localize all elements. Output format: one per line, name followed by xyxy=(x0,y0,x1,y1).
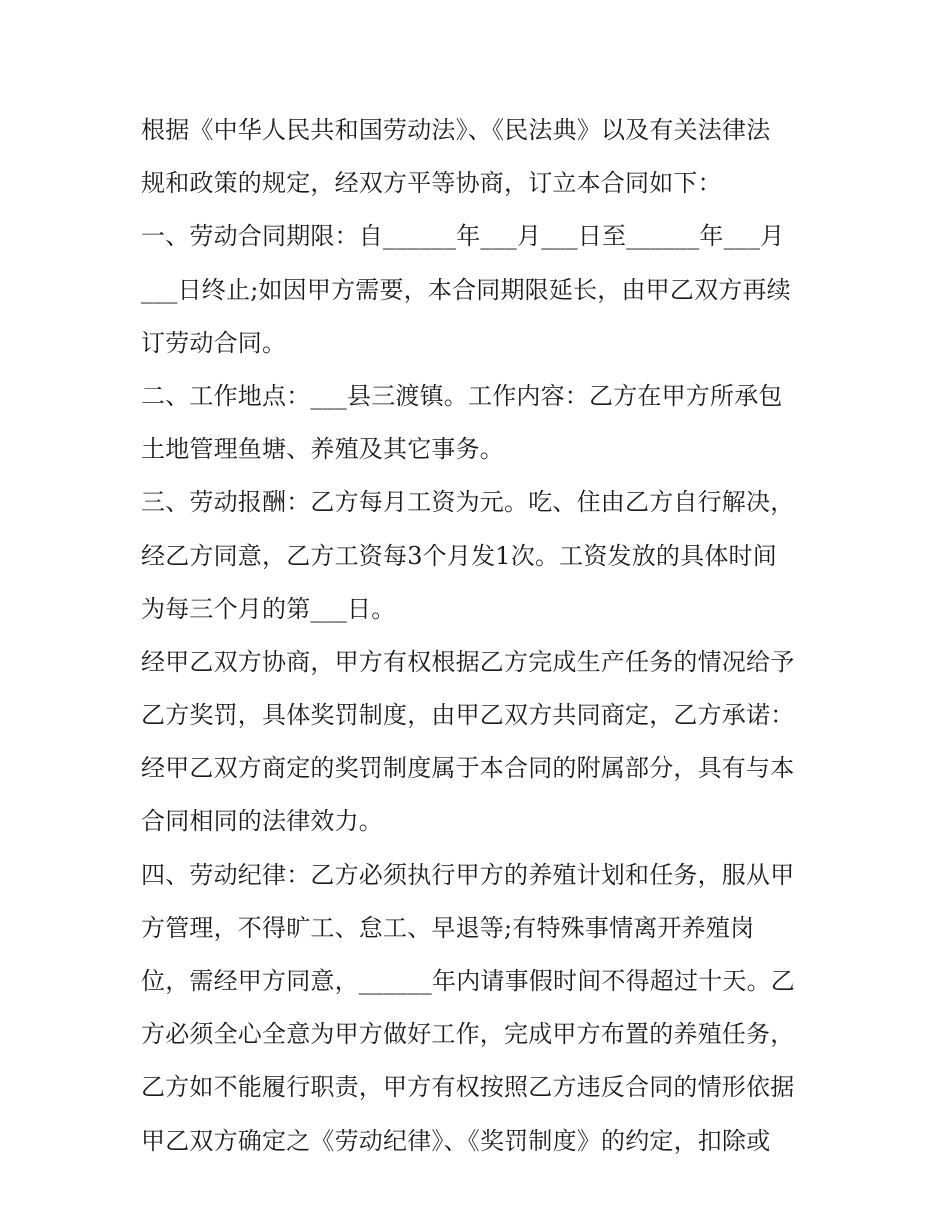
text-line: 三、劳动报酬：乙方每月工资为元。吃、住由乙方自行解决， xyxy=(141,488,795,517)
text-line: 乙方奖罚，具体奖罚制度，由甲乙双方共同商定，乙方承诺： xyxy=(141,701,795,730)
text-line: 为每三个月的第___日。 xyxy=(141,594,396,623)
text-line: 规和政策的规定，经双方平等协商，订立本合同如下： xyxy=(141,169,722,198)
text-line: 方必须全心全意为甲方做好工作，完成甲方布置的养殖任务， xyxy=(141,1020,795,1049)
text-line: 根据《中华人民共和国劳动法》、《民法典》以及有关法律法 xyxy=(141,116,771,144)
text-line: 土地管理鱼塘、养殖及其它事务。 xyxy=(141,435,504,464)
text-line: ___日终止;如因甲方需要，本合同期限延长，由甲乙双方再续 xyxy=(141,275,791,304)
text-line: 甲乙双方确定之《劳动纪律》、《奖罚制度》的约定，扣除或 xyxy=(141,1126,771,1155)
contract-body xyxy=(141,104,821,1168)
text-line: 二、工作地点：___县三渡镇。工作内容：乙方在甲方所承包 xyxy=(141,381,783,410)
text-line: 位，需经甲方同意，______年内请事假时间不得超过十天。乙 xyxy=(141,967,795,995)
text-line: 方管理，不得旷工、怠工、早退等;有特殊事情离开养殖岗 xyxy=(141,913,755,942)
text-line: 四、劳动纪律：乙方必须执行甲方的养殖计划和任务，服从甲 xyxy=(141,860,795,889)
text-line: 乙方如不能履行职责，甲方有权按照乙方违反合同的情形依据 xyxy=(141,1073,795,1102)
text-line: 经甲乙双方商定的奖罚制度属于本合同的附属部分，具有与本 xyxy=(141,754,795,783)
text-line: 经乙方同意，乙方工资每3个月发1次。工资发放的具体时间 xyxy=(141,541,777,570)
text-line: 合同相同的法律效力。 xyxy=(141,807,383,836)
text-line: 订劳动合同。 xyxy=(141,328,287,357)
text-line: 一、劳动合同期限：自______年___月___日至______年___月 xyxy=(141,222,785,251)
text-line: 经甲乙双方协商，甲方有权根据乙方完成生产任务的情况给予 xyxy=(141,647,795,676)
